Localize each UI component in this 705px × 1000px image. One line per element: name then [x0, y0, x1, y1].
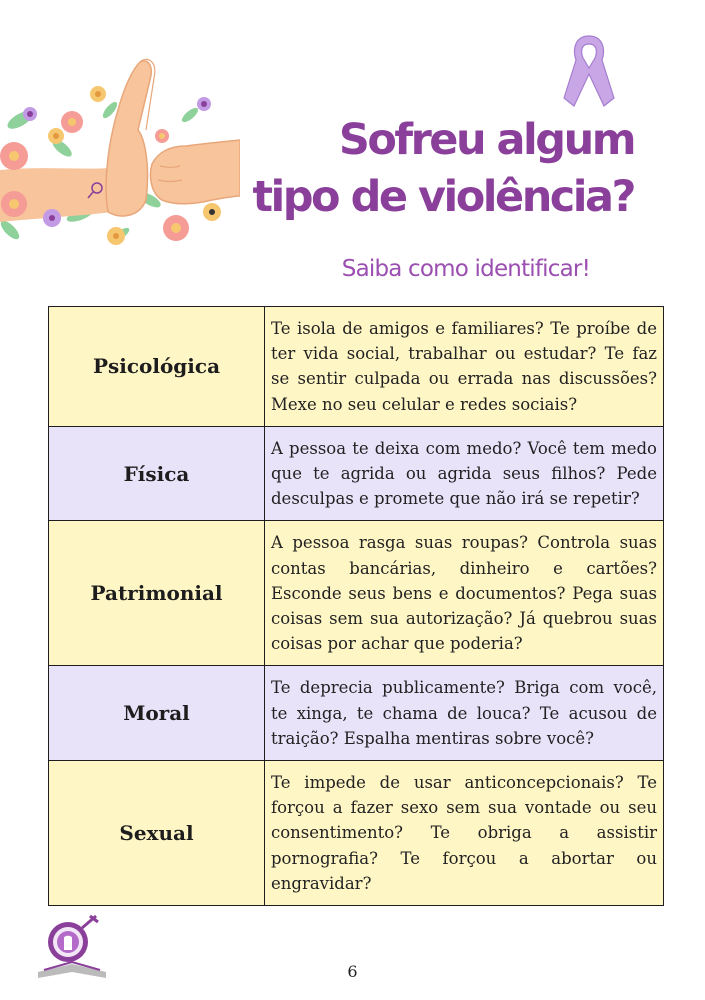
violence-type-cell: Sexual — [49, 761, 265, 906]
violence-description-cell: A pessoa rasga suas roupas? Controla suas contas bancárias, dinheiro e cartões? Esconde seus bens e documentos? Pega suas coisas sem sua autorização? Já quebrou suas coisas por achar que poderia? — [265, 521, 664, 666]
page-number: 6 — [347, 962, 358, 981]
table-row — [49, 426, 664, 521]
violence-types-table — [48, 306, 664, 906]
violence-description-cell: A pessoa te deixa com medo? Você tem medo que te agrida ou agrida seus filhos? Pede desculpas e promete que não irá se repetir? — [265, 426, 664, 521]
title-line-2: tipo de violência? — [252, 172, 634, 222]
violence-type-cell: Física — [49, 426, 265, 521]
title-line-1: Sofreu algum — [338, 115, 634, 165]
violence-description-cell: Te isola de amigos e familiares? Te proíbe de ter vida social, trabalhar ou estudar? Te faz se sentir culpada ou errada nas discussões? Mexe no seu celular e redes sociais? — [265, 307, 664, 427]
hand-stop-fist-flowers-illustration — [0, 40, 240, 260]
violence-type-cell: Psicológica — [49, 307, 265, 427]
violence-type-cell: Patrimonial — [49, 521, 265, 666]
table-row — [49, 521, 664, 666]
table-row — [49, 761, 664, 906]
violence-description-cell: Te impede de usar anticoncepcionais? Te forçou a fazer sexo sem sua vontade ou seu consentimento? Te obriga a assistir pornografia? Te forçou a abortar ou engravidar? — [265, 761, 664, 906]
table-row — [49, 666, 664, 761]
page-title — [250, 112, 634, 226]
page-subtitle: Saiba como identificar! — [341, 256, 590, 282]
table-row — [49, 307, 664, 427]
violence-description-cell: Te deprecia publicamente? Briga com você, te xinga, te chama de louca? Te acusou de traição? Espalha mentiras sobre você? — [265, 666, 664, 761]
violence-type-cell: Moral — [49, 666, 265, 761]
awareness-ribbon-icon — [558, 30, 620, 110]
